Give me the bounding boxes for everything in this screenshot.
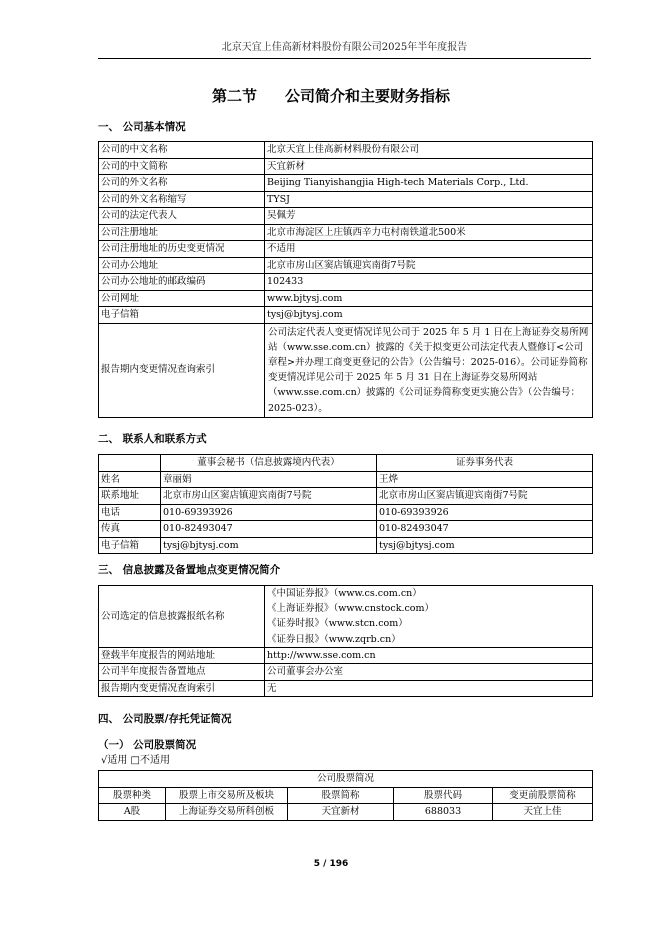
newspaper-item: 《中国证券报》（www.cs.com.cn） [267, 588, 422, 599]
stock-cell: 天宜新材 [288, 804, 394, 821]
contact-secretary-value: 北京市房山区窦店镇迎宾南街7号院 [161, 488, 377, 505]
stock-header: 股票上市交易所及板块 [166, 787, 288, 804]
contact-representative-value: 北京市房山区窦店镇迎宾南街7号院 [377, 488, 593, 505]
disclosure-label: 登载半年度报告的网站地址 [99, 647, 265, 664]
field-label: 公司的中文名称 [99, 142, 265, 159]
s2-heading: 二、 联系人和联系方式 [98, 433, 207, 445]
field-value: 北京市海淀区上庄镇西辛力屯村南铁道北500米 [265, 224, 593, 241]
contact-label: 电话 [99, 504, 161, 521]
contact-label: 联系地址 [99, 488, 161, 505]
stock-cell: 688033 [394, 804, 493, 821]
contact-representative-value: 010-82493047 [377, 521, 593, 538]
stock-header: 股票种类 [99, 787, 166, 804]
header-rule [98, 58, 591, 59]
contact-representative-value: tysj@bjtysj.com [377, 537, 593, 554]
page-header: 北京天宜上佳高新材料股份有限公司2025年半年度报告 [221, 42, 468, 53]
table-row [99, 307, 593, 324]
field-value: 北京市房山区窦店镇迎宾南街7号院 [265, 257, 593, 274]
disclosure-table [98, 585, 593, 697]
disclosure-value: 无 [265, 680, 593, 697]
table-row [99, 175, 593, 192]
contact-secretary-value: 章丽娟 [161, 471, 377, 488]
table-row [99, 471, 593, 488]
table-row [99, 274, 593, 291]
field-value: TYSJ [265, 191, 593, 208]
field-value: 吴佩芳 [265, 208, 593, 225]
stock-header: 股票简称 [288, 787, 394, 804]
field-value: www.bjtysj.com [265, 290, 593, 307]
field-value: tysj@bjtysj.com [265, 307, 593, 324]
section-number: 第二节 [211, 87, 257, 105]
table-row [99, 290, 593, 307]
field-label: 公司的法定代表人 [99, 208, 265, 225]
contact-label: 电子信箱 [99, 537, 161, 554]
field-value: 不适用 [265, 241, 593, 258]
table-row [99, 191, 593, 208]
field-value: 102433 [265, 274, 593, 291]
field-label: 公司注册地址的历史变更情况 [99, 241, 265, 258]
field-label: 公司注册地址 [99, 224, 265, 241]
field-label: 公司的外文名称缩写 [99, 191, 265, 208]
field-label: 公司网址 [99, 290, 265, 307]
contact-corner [99, 455, 161, 472]
section-title [0, 86, 662, 106]
table-row [99, 323, 593, 417]
contact-col-representative: 证券事务代表 [377, 455, 593, 472]
contact-secretary-value: tysj@bjtysj.com [161, 537, 377, 554]
table-row [99, 142, 593, 159]
contact-secretary-value: 010-69393926 [161, 504, 377, 521]
newspaper-item: 《证券时报》（www.stcn.com） [267, 618, 408, 630]
s3-heading: 三、 信息披露及备置地点变更情况简介 [98, 564, 281, 576]
section-name: 公司简介和主要财务指标 [285, 87, 451, 105]
stock-cell: 天宜上佳 [493, 804, 593, 821]
stock-header: 变更前股票简称 [493, 787, 593, 804]
stock-cell: A股 [99, 804, 166, 821]
s4-heading: 四、 公司股票/存托凭证简况 [98, 713, 232, 725]
stock-header: 股票代码 [394, 787, 493, 804]
table-row [99, 208, 593, 225]
company-basic-table [98, 141, 593, 418]
contact-label: 传真 [99, 521, 161, 538]
field-value: 北京天宜上佳高新材料股份有限公司 [265, 142, 593, 159]
field-label: 公司办公地址的邮政编码 [99, 274, 265, 291]
table-row [99, 647, 593, 664]
contact-secretary-value: 010-82493047 [161, 521, 377, 538]
field-value: 天宜新材 [265, 158, 593, 175]
disclosure-value: 公司董事会办公室 [265, 664, 593, 681]
disclosure-label: 报告期内变更情况查询索引 [99, 680, 265, 697]
disclosure-label: 公司半年度报告备置地点 [99, 664, 265, 681]
table-row [99, 488, 593, 505]
s4-subheading: （一） 公司股票简况 [98, 739, 197, 751]
field-value: Beijing Tianyishangjia High-tech Materials Corp., Ltd. [265, 175, 593, 192]
change-index-value: 公司法定代表人变更情况详见公司于 2025 年 5 月 1 日在上海证券交易所网站（www.sse.com.cn）披露的《关于拟变更公司法定代表人暨修订<公司章程>并办理工商变更登记的公告》（公告编号：2025-016）。公司证券简称变更情况详见公司于 2025 年 5 月 31 日在上海证券交易所网站（www.sse.com.cn）披露的《公司证券简称变更实施公告》（公告编号：2025-023）。 [265, 323, 593, 417]
newspaper-item: 《证券日报》（www.zqrb.cn） [267, 633, 401, 645]
newspaper-label: 公司选定的信息披露报纸名称 [99, 586, 265, 648]
table-row [99, 680, 593, 697]
field-label: 公司的外文名称 [99, 175, 265, 192]
contact-representative-value: 王烨 [377, 471, 593, 488]
table-row [99, 257, 593, 274]
stock-table-title: 公司股票简况 [99, 771, 593, 788]
field-label: 公司办公地址 [99, 257, 265, 274]
applicable-checkbox-line: √适用 □不适用 [101, 755, 170, 766]
stock-table [98, 770, 593, 821]
table-row [99, 158, 593, 175]
disclosure-value: http://www.sse.com.cn [265, 647, 593, 664]
contact-table [98, 454, 593, 554]
table-row [99, 537, 593, 554]
contact-col-secretary: 董事会秘书（信息披露境内代表） [161, 455, 377, 472]
stock-cell: 上海证券交易所科创板 [166, 804, 288, 821]
contact-label: 姓名 [99, 471, 161, 488]
table-row [99, 224, 593, 241]
field-label: 公司的中文简称 [99, 158, 265, 175]
change-index-label: 报告期内变更情况查询索引 [99, 323, 265, 417]
field-label: 电子信箱 [99, 307, 265, 324]
table-row [99, 241, 593, 258]
contact-representative-value: 010-69393926 [377, 504, 593, 521]
page-number: 5 / 196 [313, 859, 349, 869]
table-row [99, 504, 593, 521]
table-row [99, 664, 593, 681]
newspaper-list [265, 586, 593, 648]
newspaper-item: 《上海证券报》（www.cnstock.com） [267, 603, 435, 615]
s1-heading: 一、 公司基本情况 [98, 121, 186, 133]
table-row [99, 521, 593, 538]
